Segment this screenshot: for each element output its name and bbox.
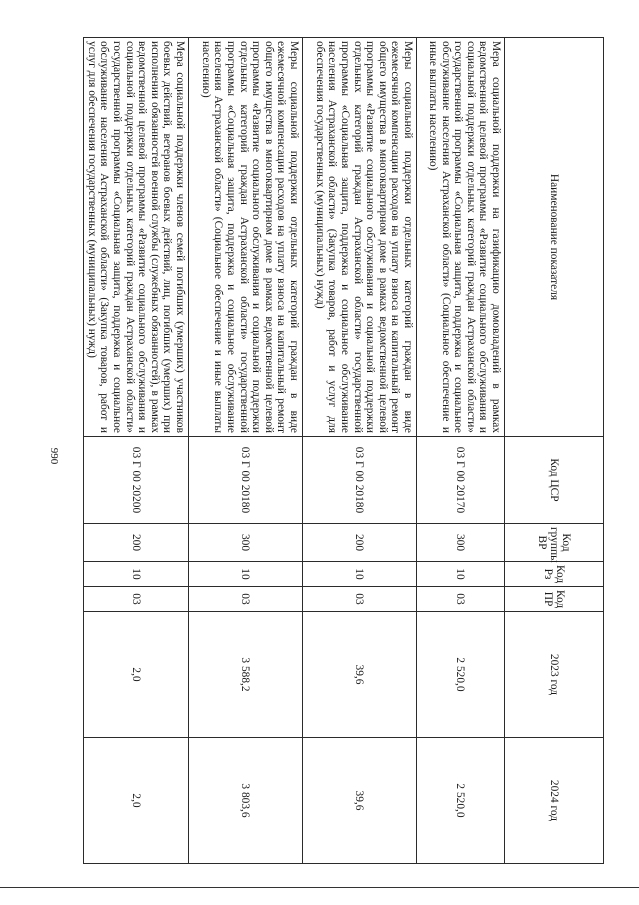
rotated-table-wrapper	[85, 37, 604, 863]
row-vr: 200	[84, 524, 189, 562]
row-2023: 3 588,2	[189, 612, 303, 738]
row-name: Мера социальной поддержки членов семей погибших (умерших) участников боевых действий, ветеранов боевых действий, лиц, погибших (умерших) при исполнении обязанностей военной службы (служебных обязанностей), в рамках ведомственной целевой программы «Развитие социального обслуживания и социальной поддержки отдельных категорий граждан Астраханской области» государственной программы «Социальная защита, поддержка и социальное обслуживание населения Астраханской области» (Закупка товаров, работ и услуг для обеспечения государственных (муниципальных) нужд)	[84, 38, 189, 437]
header-vr: Код группы ВР	[505, 524, 604, 562]
row-name: Мера социальной поддержки на газификацию домовладений в рамках ведомственной целевой программы «Развитие социального обслуживания и социальной поддержки отдельных категорий граждан Астраханской области» государственной программы «Социальная защита, поддержка и социальное обслуживание населения Астраханской области» (Социальное обеспечение и иные выплаты населению)	[417, 38, 505, 437]
row-pr: 03	[189, 587, 303, 612]
row-pr: 03	[417, 587, 505, 612]
header-csr: Код ЦСР	[505, 437, 604, 524]
row-name: Меры социальной поддержки отдельных категорий граждан в виде ежемесячной компенсации расходов на уплату взноса на капитальный ремонт общего имущества в многоквартирном доме в рамках ведомственной целевой программы «Развитие социального обслуживания и социальной поддержки отдельных категорий граждан Астраханской области» государственной программы «Социальная защита, поддержка и социальное обслуживание населения Астраханской области» (Закупка товаров, работ и услуг для обеспечения государственных (муниципальных) нужд)	[303, 38, 417, 437]
budget-table-area	[85, 37, 604, 863]
row-csr: 03 Г 00 20180	[189, 437, 303, 524]
budget-table	[83, 37, 604, 864]
row-rz: 10	[84, 562, 189, 587]
row-vr: 300	[417, 524, 505, 562]
row-2023: 2 520,0	[417, 612, 505, 738]
header-row	[505, 38, 604, 864]
header-2023: 2023 год	[505, 612, 604, 738]
row-rz: 10	[417, 562, 505, 587]
row-rz: 10	[189, 562, 303, 587]
table-row	[303, 38, 417, 864]
row-2023: 39,6	[303, 612, 417, 738]
header-2024: 2024 год	[505, 738, 604, 864]
row-vr: 300	[189, 524, 303, 562]
header-name: Наименование показателя	[505, 38, 604, 437]
row-2024: 2 520,0	[417, 738, 505, 864]
row-2024: 39,6	[303, 738, 417, 864]
row-rz: 10	[303, 562, 417, 587]
table-row	[189, 38, 303, 864]
header-rz: Код Рз	[505, 562, 604, 587]
table-row	[417, 38, 505, 864]
page-number: 990	[48, 447, 60, 465]
row-pr: 03	[84, 587, 189, 612]
header-pr: Код ПР	[505, 587, 604, 612]
row-csr: 03 Г 00 20200	[84, 437, 189, 524]
row-pr: 03	[303, 587, 417, 612]
table-row	[84, 38, 189, 864]
row-vr: 200	[303, 524, 417, 562]
row-2024: 2,0	[84, 738, 189, 864]
row-2023: 2,0	[84, 612, 189, 738]
row-2024: 3 803,6	[189, 738, 303, 864]
row-csr: 03 Г 00 20180	[303, 437, 417, 524]
bottom-rule	[0, 887, 639, 888]
row-csr: 03 Г 00 20170	[417, 437, 505, 524]
row-name: Меры социальной поддержки отдельных категорий граждан в виде ежемесячной компенсации расходов на уплату взноса на капитальный ремонт общего имущества в многоквартирном доме в рамках ведомственной целевой программы «Развитие социального обслуживания и социальной поддержки отдельных категорий граждан Астраханской области» государственной программы «Социальная защита, поддержка и социальное обслуживание населения Астраханской области» (Социальное обеспечение и иные выплаты населению)	[189, 38, 303, 437]
